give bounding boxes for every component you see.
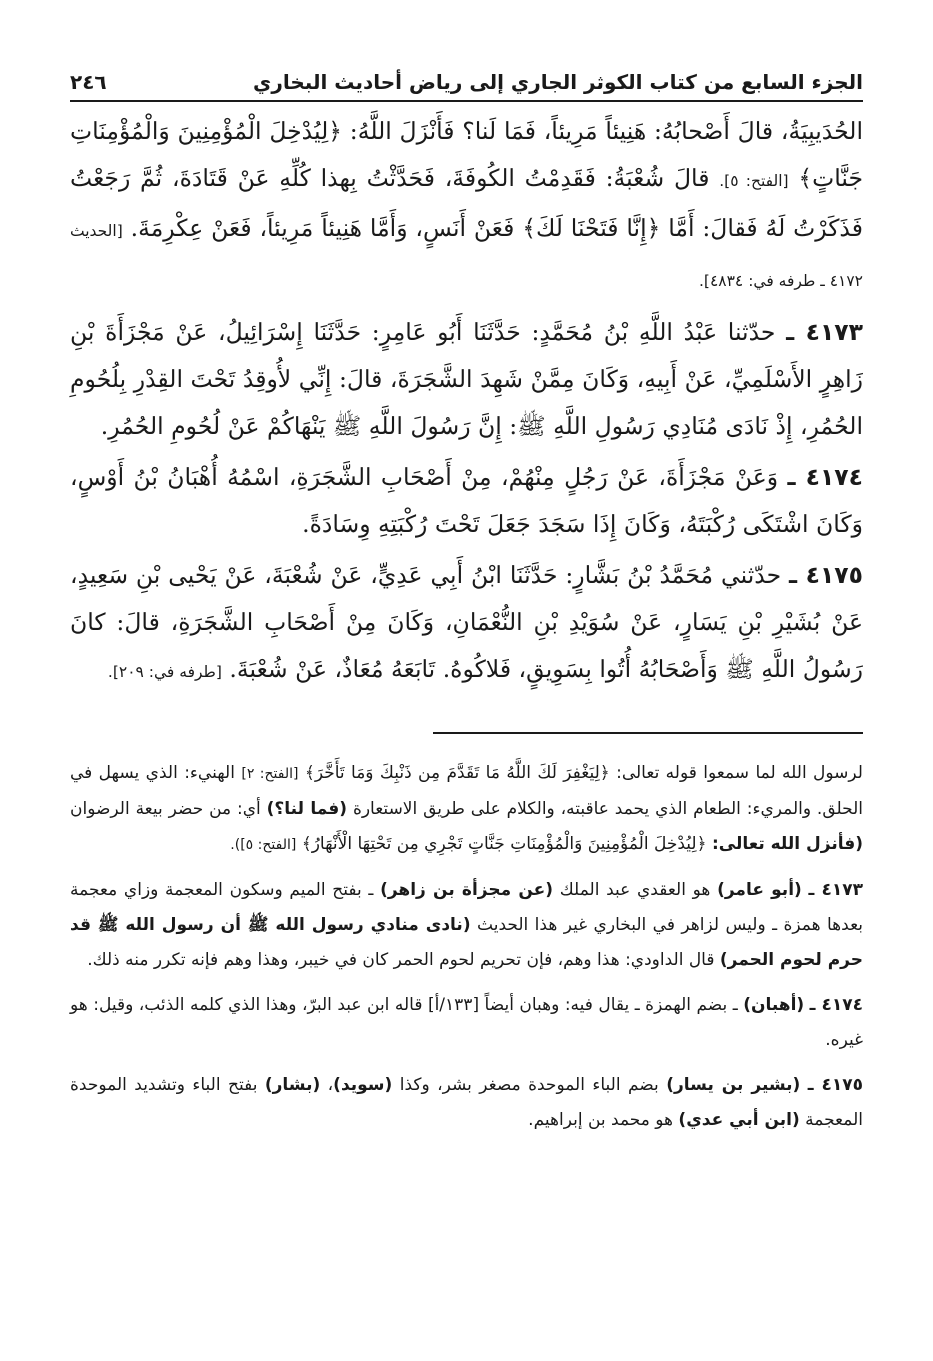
commentary-keyword: (نادى منادي رسول الله ﷺ أن رسول الله ﷺ قد حرم لحوم الحمر)	[70, 915, 863, 970]
commentary-keyword: (فأنزل الله تعالى:	[711, 834, 863, 854]
hadith-4175	[70, 552, 863, 696]
hadith-text: الحُدَيبِيَةُ، قالَ أَصْحابُهُ: هَنِيئاً مَرِيئاً، فَمَا لَنا؟ فَأَنْزَلَ اللَّهُ: ﴿لِيُدْخِلَ الْمُؤْمِنِينَ وَالْمُؤْمِنَاتِ جَنَّاتٍ﴾	[70, 117, 863, 192]
hadith-number: ٤١٧٣ ـ	[786, 318, 863, 346]
commentary-text: الهنيء: الذي يسهل في الحلق. والمريء: الطعام الذي يحمد عاقبته، والكلام على طريق الاستعارة	[70, 763, 864, 819]
commentary-keyword: (بشار)	[264, 1075, 321, 1095]
commentary-text: أي: من حضر بيعة الرضوان	[70, 799, 261, 819]
commentary-text: لرسول الله لما سمعوا قوله تعالى: ﴿لِيَغْفِرَ لَكَ اللَّهُ مَا تَقَدَّمَ مِن ذَنْبِكَ وَمَا تَأَخَّرَ﴾	[304, 763, 863, 783]
commentary-text: قال الداودي: هذا وهم، فإن تحريم لحوم الحمر كان في خيبر، وهذا وهم فإنه تكرر منه ذلك.	[87, 950, 715, 970]
hadith-ref: [الحديث ٤١٧٢ ـ طرفه في: ٤٨٣٤].	[70, 222, 863, 290]
commentary-4172	[70, 756, 863, 863]
hadith-text: وَعَنْ مَجْزَأَةَ، عَنْ رَجُلٍ مِنْهُمْ، مِنْ أَصْحَابِ الشَّجَرَةِ، اسْمُهُ أُهْبَانُ بْنُ أَوْسٍ، وَكَانَ اشْتَكَى رُكْبَتَهُ، وَكَانَ إِذَا سَجَدَ جَعَلَ تَحْتَ رُكْبَتِهِ وِسَادَةً.	[70, 463, 863, 538]
quran-ref: [الفتح: ٥]).	[230, 837, 297, 853]
commentary-keyword: (ابن أبي عدي)	[678, 1110, 800, 1130]
running-title: الجزء السابع من كتاب الكوثر الجاري إلى رياض أحاديث البخاري	[253, 70, 863, 94]
commentary-4173	[70, 873, 863, 978]
commentary-text: ـ بضم الهمزة ـ يقال فيه: وهبان أيضاً [١٣٣/أ] قاله ابن عبد البرّ، وهذا الذي كلمه الذئب، وقيل: هو غيره.	[70, 995, 863, 1050]
quran-verse: ﴿لِيُدْخِلَ الْمُؤْمِنِينَ وَالْمُؤْمِنَاتِ جَنَّاتٍ تَجْرِي مِن تَحْتِهَا الْأَنْهَارُ﴾	[301, 834, 707, 854]
hadith-4174	[70, 454, 863, 548]
page-header	[70, 70, 863, 102]
separator: ،	[327, 1075, 334, 1095]
commentary-text: ـ بفتح الميم وسكون المعجمة وزاي معجمة بعدها همزة ـ وليس لزاهر في البخاري غير هذا الحديث	[70, 880, 864, 935]
commentary-4175	[70, 1068, 863, 1138]
commentary-keyword: (بشير بن يسار)	[666, 1075, 801, 1095]
hadith-ref: [طرفه في: ٢٠٩].	[107, 663, 222, 681]
hadith-text: قالَ شُعْبَةُ: فَقَدِمْتُ الكُوفَةَ، فَحَدَّثْتُ بِهذا كُلِّهِ عَنْ قَتَادَةَ، ثُمَّ رَجَعْتُ فَذَكَرْتُ لَهُ فَقالَ: أَمَّا ﴿إِنَّا فَتَحْنَا لَكَ﴾ فَعَنْ أَنَسٍ، وَأَمَّا هَنِيئاً مَرِيئاً، فَعَنْ عِكْرِمَةَ.	[70, 164, 863, 242]
commentary-number: ٤١٧٤ ـ	[809, 995, 863, 1015]
commentary-text: هو محمد بن إبراهيم.	[528, 1110, 674, 1130]
hadith-text: حدّثني مُحَمَّدُ بْنُ بَشَّارٍ: حَدَّثَنَا ابْنُ أَبِي عَدِيٍّ، عَنْ شُعْبَةَ، عَنْ يَحْيى بْنِ سَعِيدٍ، عَنْ بُشَيْرِ بْنِ يَسَارٍ، عَنْ سُوَيْدِ بْنِ النُّعْمَانِ، وَكَانَ مِنْ أَصْحَابِ الشَّجَرَةِ، قالَ: كانَ رَسُولُ اللَّهِ ﷺ وَأَصْحَابُهُ أُتُوا بِسَوِيقٍ، فَلاكُوهُ. تَابَعَهُ مُعَاذٌ، عَنْ شُعْبَةَ.	[70, 561, 863, 683]
hadith-number: ٤١٧٥ ـ	[789, 561, 863, 589]
commentary-text: بضم الباء الموحدة مصغر بشر، وكذا	[399, 1075, 659, 1095]
quran-ref: [الفتح: ٢]	[241, 766, 299, 782]
hadith-4173	[70, 309, 863, 450]
hadith-text: حدّثنا عَبْدُ اللَّهِ بْنُ مُحَمَّدٍ: حَدَّثَنَا أَبُو عَامِرٍ: حَدَّثَنَا إِسْرَائِيلُ، عَنْ مَجْزَأَةَ بْنِ زَاهِرٍ الأَسْلَمِيِّ، عَنْ أَبِيهِ، وَكَانَ مِمَّنْ شَهِدَ الشَّجَرَةَ، قالَ: إِنِّي لأُوقِدُ تَحْتَ القِدْرِ بِلُحُومِ الحُمُرِ، إِذْ نَادَى مُنَادِي رَسُولِ اللَّهِ ﷺ: إِنَّ رَسُولَ اللَّهِ ﷺ يَنْهَاكُمْ عَنْ لُحُومِ الحُمُرِ.	[70, 318, 863, 440]
commentary-number: ٤١٧٥ ـ	[807, 1075, 864, 1095]
footnote-divider	[433, 732, 863, 734]
commentary-number: ٤١٧٣ ـ	[808, 880, 864, 900]
quran-ref: [الفتح: ٥].	[719, 172, 789, 190]
hadith-4172-continuation	[70, 108, 863, 305]
commentary-keyword: (فما لنا؟)	[266, 799, 348, 819]
commentary-4174	[70, 988, 863, 1058]
commentary	[70, 756, 863, 1138]
hadith-number: ٤١٧٤ ـ	[787, 463, 863, 491]
commentary-text: هو العقدي عبد الملك	[559, 880, 711, 900]
page-number: ٢٤٦	[70, 70, 107, 94]
commentary-text: بفتح الباء وتشديد الموحدة المعجمة	[70, 1075, 863, 1130]
commentary-keyword: (أهبان)	[743, 995, 805, 1015]
commentary-keyword: (سويد)	[333, 1075, 393, 1095]
commentary-keyword: (أبو عامر)	[717, 880, 802, 900]
main-text	[70, 108, 863, 696]
commentary-keyword: (عن مجزأة بن زاهر)	[380, 880, 554, 900]
